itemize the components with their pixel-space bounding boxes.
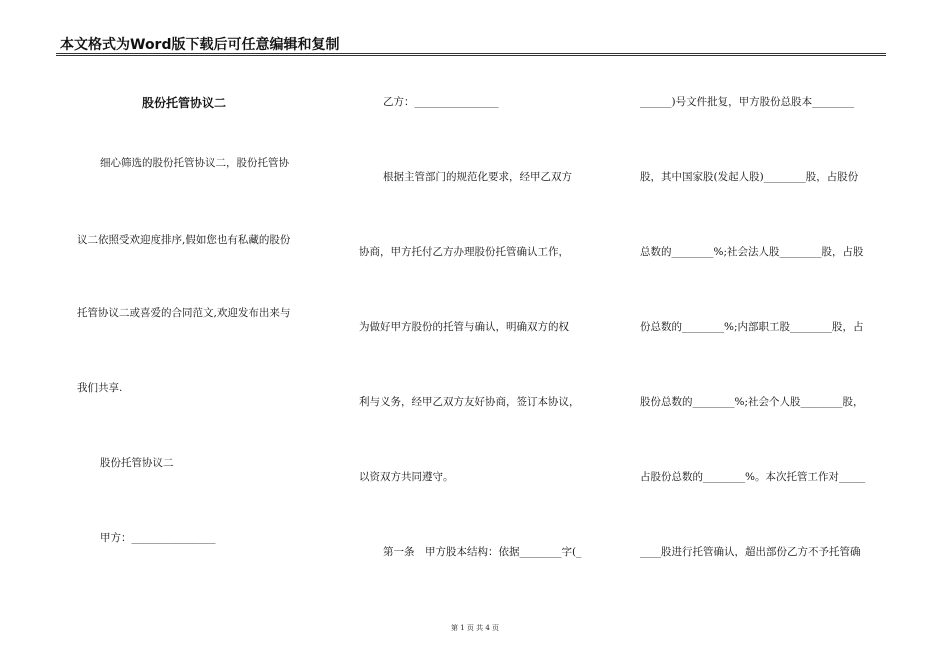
paragraph-line: 根据主管部门的规范化要求，经甲乙双方 [383,171,572,183]
paragraph-line: 以资双方共同遵守。 [359,471,454,483]
page-number-footer: 第 1 页 共 4 页 [450,624,500,632]
section-heading: 股份托管协议二 [100,457,174,469]
document-title: 股份托管协议二 [142,96,227,110]
party-b-line: 乙方：________________ [383,96,499,108]
paragraph-line: 为做好甲方股份的托管与确认，明确双方的权 [359,321,569,333]
paragraph-line: 利与义务，经甲乙双方友好协商，签订本协议， [359,396,580,408]
paragraph-line: 我们共享. [77,382,123,394]
paragraph-line: 托管协议二或喜爱的合同范文,欢迎发布出来与 [77,307,291,319]
paragraph-line: 份总数的________%;内部职工股________股，占 [640,321,864,333]
article-1-line: 第一条 甲方股本结构：依据________字(_ [383,546,582,558]
header-rule-bottom [56,55,886,56]
header-rule-top [56,53,886,54]
paragraph-line: 股，其中国家股(发起人股)________股，占股份 [640,171,859,183]
paragraph-line: 股份总数的________%;社会个人股________股， [640,396,864,408]
paragraph-line: ______)号文件批复，甲方股份总股本________ [640,96,855,108]
paragraph-line: 议二依照受欢迎度排序,假如您也有私藏的股份 [77,234,291,246]
paragraph-line: 占股份总数的________%。本次托管工作对_____ [640,471,866,483]
paragraph-line: 总数的________%;社会法人股________股，占股 [640,246,864,258]
document-header: 本文格式为Word版下载后可任意编辑和复制 [60,37,340,53]
paragraph-line: ____股进行托管确认，超出部份乙方不予托管确 [640,546,861,558]
paragraph-line: 细心筛选的股份托管协议二，股份托管协 [100,157,289,169]
party-a-line: 甲方：________________ [100,532,216,544]
paragraph-line: 协商，甲方托付乙方办理股份托管确认工作， [359,246,569,258]
